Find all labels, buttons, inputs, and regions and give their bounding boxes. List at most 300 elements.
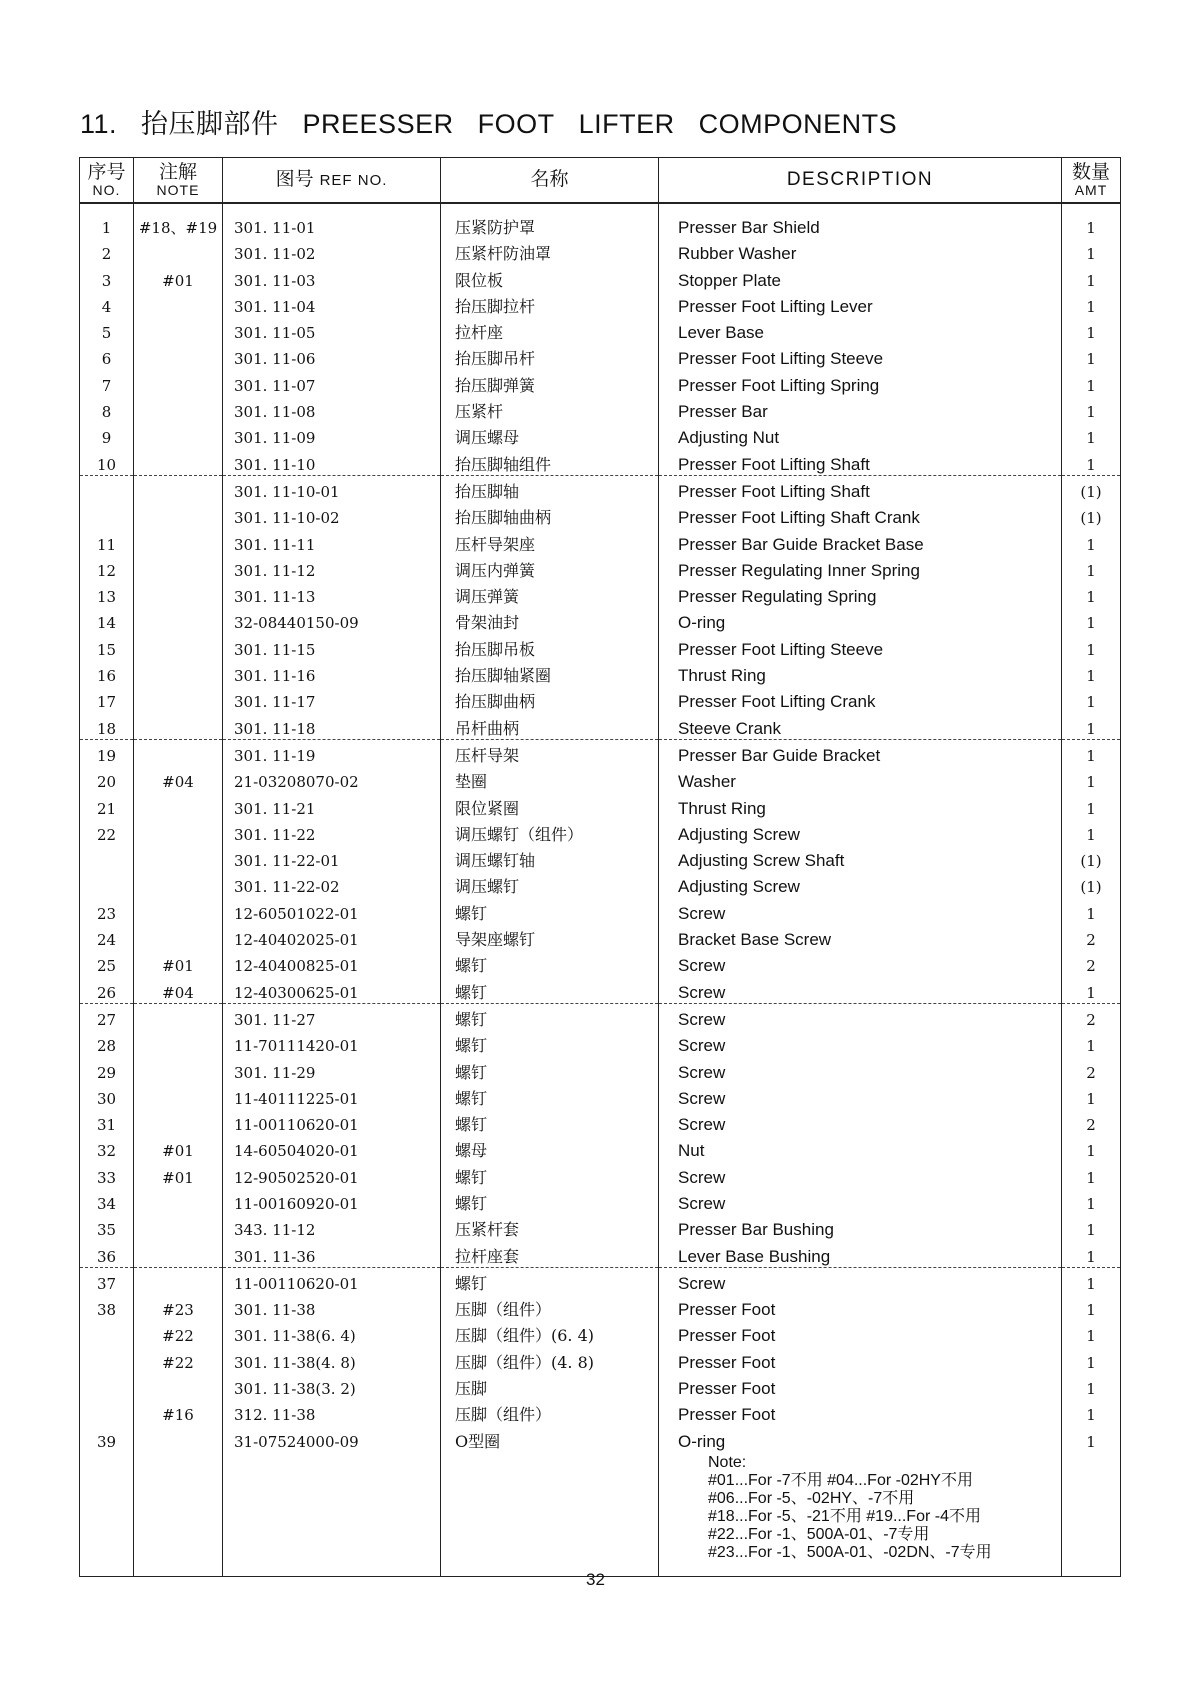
cell-no: 38 bbox=[80, 1294, 134, 1320]
cell-no: 27 bbox=[80, 1003, 134, 1030]
cell-no: 36 bbox=[80, 1240, 134, 1267]
cell-en: Screw bbox=[659, 1003, 1062, 1030]
cell-note bbox=[134, 819, 223, 845]
cell-no: 22 bbox=[80, 819, 134, 845]
cell-note bbox=[134, 792, 223, 818]
table-row bbox=[80, 712, 1121, 739]
cell-cn: 压脚 bbox=[441, 1373, 659, 1399]
cell-cn: 调压螺钉轴 bbox=[441, 845, 659, 871]
cell-note: #16 bbox=[134, 1399, 223, 1425]
cell-no: 25 bbox=[80, 950, 134, 976]
cell-ref: 301. 11-38(6. 4) bbox=[223, 1320, 441, 1346]
cell-en: Screw bbox=[659, 1267, 1062, 1294]
cell-ref: 301. 11-02 bbox=[223, 238, 441, 264]
notes-line: #22...For -1、500A-01、-7专用 bbox=[708, 1525, 930, 1543]
cell-no: 20 bbox=[80, 766, 134, 792]
table-row bbox=[80, 871, 1121, 897]
cell-note bbox=[134, 607, 223, 633]
cell-cn: 抬压脚吊杆 bbox=[441, 343, 659, 369]
cell-en: Presser Foot Lifting Shaft bbox=[659, 475, 1062, 502]
cell-ref: 301. 11-18 bbox=[223, 712, 441, 739]
cell-no: 2 bbox=[80, 238, 134, 264]
cell-ref: 301. 11-13 bbox=[223, 581, 441, 607]
empty-cell bbox=[134, 1452, 223, 1577]
cell-amt: 1 bbox=[1062, 1399, 1121, 1425]
table-row bbox=[80, 950, 1121, 976]
cell-ref: 11-00160920-01 bbox=[223, 1188, 441, 1214]
cell-amt: 1 bbox=[1062, 1161, 1121, 1187]
cell-note: #04 bbox=[134, 766, 223, 792]
cell-en: Screw bbox=[659, 976, 1062, 1003]
cell-ref: 301. 11-36 bbox=[223, 1240, 441, 1267]
cell-cn: 抬压脚曲柄 bbox=[441, 686, 659, 712]
cell-no bbox=[80, 1399, 134, 1425]
cell-en: Presser Foot bbox=[659, 1346, 1062, 1372]
cell-note bbox=[134, 1267, 223, 1294]
cell-note bbox=[134, 1003, 223, 1030]
table-row bbox=[80, 924, 1121, 950]
header-no: 序号 NO. bbox=[80, 158, 134, 204]
cell-amt: (1) bbox=[1062, 502, 1121, 528]
notes-row bbox=[80, 1452, 1121, 1577]
cell-no bbox=[80, 1346, 134, 1372]
cell-cn: 螺钉 bbox=[441, 1003, 659, 1030]
cell-en: Adjusting Screw Shaft bbox=[659, 845, 1062, 871]
cell-en: Lever Base Bushing bbox=[659, 1240, 1062, 1267]
cell-amt: 1 bbox=[1062, 1135, 1121, 1161]
header-amt: 数量 AMT bbox=[1062, 158, 1121, 204]
cell-note: #01 bbox=[134, 950, 223, 976]
cell-ref: 12-40400825-01 bbox=[223, 950, 441, 976]
cell-ref: 301. 11-21 bbox=[223, 792, 441, 818]
cell-no: 23 bbox=[80, 897, 134, 923]
title-en-word: PREESSER bbox=[302, 109, 454, 139]
cell-en: Presser Bar Guide Bracket Base bbox=[659, 528, 1062, 554]
table-row bbox=[80, 555, 1121, 581]
cell-no: 18 bbox=[80, 712, 134, 739]
cell-cn: 拉杆座 bbox=[441, 317, 659, 343]
page-title bbox=[80, 102, 921, 141]
cell-no: 28 bbox=[80, 1030, 134, 1056]
cell-note bbox=[134, 633, 223, 659]
cell-ref: 301. 11-16 bbox=[223, 660, 441, 686]
cell-ref: 301. 11-15 bbox=[223, 633, 441, 659]
cell-ref: 301. 11-29 bbox=[223, 1056, 441, 1082]
table-row bbox=[80, 1109, 1121, 1135]
cell-ref: 301. 11-38(3. 2) bbox=[223, 1373, 441, 1399]
cell-en: Steeve Crank bbox=[659, 712, 1062, 739]
page-number: 32 bbox=[586, 1570, 605, 1589]
cell-no: 30 bbox=[80, 1083, 134, 1109]
cell-cn: 压杆导架 bbox=[441, 739, 659, 766]
cell-cn: 螺钉 bbox=[441, 976, 659, 1003]
cell-en: Presser Foot Lifting Lever bbox=[659, 291, 1062, 317]
cell-amt: 1 bbox=[1062, 203, 1121, 238]
cell-no: 35 bbox=[80, 1214, 134, 1240]
header-ref-no: 图号 REF NO. bbox=[223, 158, 441, 204]
cell-amt: 1 bbox=[1062, 1425, 1121, 1451]
table-row bbox=[80, 238, 1121, 264]
cell-en: Screw bbox=[659, 950, 1062, 976]
table-row bbox=[80, 502, 1121, 528]
cell-cn: 抬压脚轴 bbox=[441, 475, 659, 502]
table-row bbox=[80, 1188, 1121, 1214]
table-row bbox=[80, 1320, 1121, 1346]
cell-ref: 301. 11-01 bbox=[223, 203, 441, 238]
cell-ref: 12-40402025-01 bbox=[223, 924, 441, 950]
cell-note bbox=[134, 317, 223, 343]
cell-no: 34 bbox=[80, 1188, 134, 1214]
cell-cn: 调压螺母 bbox=[441, 422, 659, 448]
cell-amt: 2 bbox=[1062, 950, 1121, 976]
cell-cn: 螺钉 bbox=[441, 1109, 659, 1135]
cell-cn: 螺母 bbox=[441, 1135, 659, 1161]
table-row bbox=[80, 203, 1121, 238]
cell-amt: 1 bbox=[1062, 819, 1121, 845]
cell-amt: 1 bbox=[1062, 792, 1121, 818]
cell-no: 24 bbox=[80, 924, 134, 950]
cell-ref: 301. 11-22-02 bbox=[223, 871, 441, 897]
cell-cn: 螺钉 bbox=[441, 1161, 659, 1187]
table-row bbox=[80, 1161, 1121, 1187]
cell-cn: 压脚（组件）(6. 4) bbox=[441, 1320, 659, 1346]
cell-note: #23 bbox=[134, 1294, 223, 1320]
cell-note bbox=[134, 712, 223, 739]
cell-en: Screw bbox=[659, 897, 1062, 923]
cell-ref: 21-03208070-02 bbox=[223, 766, 441, 792]
cell-cn: 压杆导架座 bbox=[441, 528, 659, 554]
cell-cn: 抬压脚拉杆 bbox=[441, 291, 659, 317]
cell-ref: 301. 11-27 bbox=[223, 1003, 441, 1030]
table-row bbox=[80, 897, 1121, 923]
cell-ref: 301. 11-03 bbox=[223, 264, 441, 290]
cell-amt: (1) bbox=[1062, 845, 1121, 871]
cell-ref: 301. 11-12 bbox=[223, 555, 441, 581]
cell-amt: 1 bbox=[1062, 317, 1121, 343]
cell-ref: 11-00110620-01 bbox=[223, 1109, 441, 1135]
cell-no: 7 bbox=[80, 369, 134, 395]
table-row bbox=[80, 1003, 1121, 1030]
table-row bbox=[80, 369, 1121, 395]
cell-note bbox=[134, 448, 223, 475]
cell-en: Presser Bar bbox=[659, 396, 1062, 422]
cell-no: 21 bbox=[80, 792, 134, 818]
cell-en: Screw bbox=[659, 1030, 1062, 1056]
cell-note bbox=[134, 238, 223, 264]
cell-no: 8 bbox=[80, 396, 134, 422]
cell-en: Presser Foot bbox=[659, 1373, 1062, 1399]
cell-cn: 压紧杆 bbox=[441, 396, 659, 422]
cell-en: Presser Foot Lifting Crank bbox=[659, 686, 1062, 712]
cell-cn: 抬压脚轴曲柄 bbox=[441, 502, 659, 528]
cell-no bbox=[80, 845, 134, 871]
cell-amt: 1 bbox=[1062, 766, 1121, 792]
cell-ref: 301. 11-08 bbox=[223, 396, 441, 422]
cell-note bbox=[134, 343, 223, 369]
cell-note bbox=[134, 1425, 223, 1451]
cell-en: Screw bbox=[659, 1083, 1062, 1109]
cell-cn: 限位紧圈 bbox=[441, 792, 659, 818]
title-cn: 抬压脚部件 bbox=[141, 109, 279, 139]
table-row bbox=[80, 264, 1121, 290]
table-row bbox=[80, 528, 1121, 554]
cell-en: Presser Bar Bushing bbox=[659, 1214, 1062, 1240]
parts-table-body bbox=[80, 203, 1121, 1576]
table-row bbox=[80, 1030, 1121, 1056]
cell-amt: 1 bbox=[1062, 1294, 1121, 1320]
cell-cn: 调压螺钉 bbox=[441, 871, 659, 897]
cell-note bbox=[134, 581, 223, 607]
cell-ref: 301. 11-19 bbox=[223, 739, 441, 766]
cell-en: Thrust Ring bbox=[659, 792, 1062, 818]
cell-amt: 1 bbox=[1062, 1083, 1121, 1109]
table-row bbox=[80, 1135, 1121, 1161]
cell-amt: 1 bbox=[1062, 1267, 1121, 1294]
cell-amt: 1 bbox=[1062, 291, 1121, 317]
cell-no: 13 bbox=[80, 581, 134, 607]
cell-en: Screw bbox=[659, 1056, 1062, 1082]
cell-amt: 2 bbox=[1062, 1056, 1121, 1082]
cell-cn: 压紧杆套 bbox=[441, 1214, 659, 1240]
empty-cell bbox=[80, 1452, 134, 1577]
cell-amt: 2 bbox=[1062, 1109, 1121, 1135]
cell-no bbox=[80, 871, 134, 897]
header-row bbox=[80, 158, 1121, 204]
cell-cn: 螺钉 bbox=[441, 1056, 659, 1082]
title-en-word: LIFTER bbox=[578, 109, 675, 139]
cell-amt: (1) bbox=[1062, 871, 1121, 897]
cell-cn: 螺钉 bbox=[441, 1083, 659, 1109]
table-row bbox=[80, 475, 1121, 502]
cell-ref: 301. 11-10-01 bbox=[223, 475, 441, 502]
cell-cn: 压紧防护罩 bbox=[441, 203, 659, 238]
cell-ref: 301. 11-10-02 bbox=[223, 502, 441, 528]
cell-amt: 1 bbox=[1062, 448, 1121, 475]
cell-amt: 1 bbox=[1062, 1188, 1121, 1214]
table-row bbox=[80, 1240, 1121, 1267]
table-row bbox=[80, 291, 1121, 317]
cell-ref: 343. 11-12 bbox=[223, 1214, 441, 1240]
cell-no: 5 bbox=[80, 317, 134, 343]
cell-en: Stopper Plate bbox=[659, 264, 1062, 290]
cell-no: 19 bbox=[80, 739, 134, 766]
cell-note bbox=[134, 291, 223, 317]
cell-amt: 2 bbox=[1062, 1003, 1121, 1030]
cell-note bbox=[134, 924, 223, 950]
cell-ref: 301. 11-22-01 bbox=[223, 845, 441, 871]
cell-amt: 2 bbox=[1062, 924, 1121, 950]
cell-ref: 301. 11-04 bbox=[223, 291, 441, 317]
cell-no: 6 bbox=[80, 343, 134, 369]
table-row bbox=[80, 581, 1121, 607]
table-row bbox=[80, 422, 1121, 448]
cell-no: 10 bbox=[80, 448, 134, 475]
cell-en: Presser Foot Lifting Shaft bbox=[659, 448, 1062, 475]
table-row bbox=[80, 1399, 1121, 1425]
cell-no: 3 bbox=[80, 264, 134, 290]
cell-amt: 1 bbox=[1062, 1373, 1121, 1399]
cell-amt: 1 bbox=[1062, 581, 1121, 607]
cell-note bbox=[134, 1109, 223, 1135]
cell-note: #04 bbox=[134, 976, 223, 1003]
cell-amt: (1) bbox=[1062, 475, 1121, 502]
cell-ref: 301. 11-10 bbox=[223, 448, 441, 475]
cell-no: 15 bbox=[80, 633, 134, 659]
cell-ref: 301. 11-05 bbox=[223, 317, 441, 343]
cell-no bbox=[80, 502, 134, 528]
cell-no: 16 bbox=[80, 660, 134, 686]
cell-cn: 导架座螺钉 bbox=[441, 924, 659, 950]
cell-note bbox=[134, 897, 223, 923]
table-row bbox=[80, 396, 1121, 422]
cell-ref: 301. 11-11 bbox=[223, 528, 441, 554]
section-number: 11. bbox=[80, 109, 118, 139]
cell-cn: 调压内弹簧 bbox=[441, 555, 659, 581]
empty-cell bbox=[1062, 1452, 1121, 1577]
cell-amt: 1 bbox=[1062, 633, 1121, 659]
table-row bbox=[80, 1267, 1121, 1294]
cell-note bbox=[134, 739, 223, 766]
cell-en: Nut bbox=[659, 1135, 1062, 1161]
cell-note bbox=[134, 1188, 223, 1214]
table-row bbox=[80, 1425, 1121, 1451]
notes-heading: Note: bbox=[708, 1453, 747, 1471]
cell-note: #01 bbox=[134, 1135, 223, 1161]
cell-note bbox=[134, 845, 223, 871]
cell-no: 17 bbox=[80, 686, 134, 712]
title-en-word: COMPONENTS bbox=[698, 109, 898, 139]
cell-cn: 限位板 bbox=[441, 264, 659, 290]
cell-no: 12 bbox=[80, 555, 134, 581]
cell-en: Thrust Ring bbox=[659, 660, 1062, 686]
cell-cn: 螺钉 bbox=[441, 897, 659, 923]
cell-ref: 301. 11-22 bbox=[223, 819, 441, 845]
cell-ref: 11-70111420-01 bbox=[223, 1030, 441, 1056]
cell-note bbox=[134, 475, 223, 502]
cell-no: 1 bbox=[80, 203, 134, 238]
cell-amt: 1 bbox=[1062, 1346, 1121, 1372]
table-row bbox=[80, 633, 1121, 659]
cell-ref: 14-60504020-01 bbox=[223, 1135, 441, 1161]
cell-cn: 螺钉 bbox=[441, 1188, 659, 1214]
cell-en: Presser Foot Lifting Steeve bbox=[659, 343, 1062, 369]
cell-cn: 压紧杆防油罩 bbox=[441, 238, 659, 264]
cell-amt: 1 bbox=[1062, 1030, 1121, 1056]
cell-cn: 拉杆座套 bbox=[441, 1240, 659, 1267]
cell-amt: 1 bbox=[1062, 1240, 1121, 1267]
cell-amt: 1 bbox=[1062, 686, 1121, 712]
cell-en: Adjusting Nut bbox=[659, 422, 1062, 448]
cell-en: Presser Foot Lifting Steeve bbox=[659, 633, 1062, 659]
cell-note bbox=[134, 422, 223, 448]
cell-ref: 12-90502520-01 bbox=[223, 1161, 441, 1187]
cell-ref: 301. 11-09 bbox=[223, 422, 441, 448]
table-row bbox=[80, 1083, 1121, 1109]
cell-en: Washer bbox=[659, 766, 1062, 792]
cell-no: 33 bbox=[80, 1161, 134, 1187]
cell-amt: 1 bbox=[1062, 422, 1121, 448]
table-row bbox=[80, 739, 1121, 766]
cell-note bbox=[134, 528, 223, 554]
cell-no: 32 bbox=[80, 1135, 134, 1161]
cell-note bbox=[134, 502, 223, 528]
cell-note bbox=[134, 1373, 223, 1399]
cell-en: Lever Base bbox=[659, 317, 1062, 343]
cell-note: #18、#19 bbox=[134, 203, 223, 238]
cell-en: Presser Foot Lifting Shaft Crank bbox=[659, 502, 1062, 528]
cell-ref: 11-40111225-01 bbox=[223, 1083, 441, 1109]
cell-no: 9 bbox=[80, 422, 134, 448]
table-row bbox=[80, 1294, 1121, 1320]
cell-cn: 垫圈 bbox=[441, 766, 659, 792]
cell-note bbox=[134, 1240, 223, 1267]
cell-en: Adjusting Screw bbox=[659, 819, 1062, 845]
cell-no: 29 bbox=[80, 1056, 134, 1082]
cell-amt: 1 bbox=[1062, 238, 1121, 264]
cell-amt: 1 bbox=[1062, 976, 1121, 1003]
cell-amt: 1 bbox=[1062, 1320, 1121, 1346]
notes-line: #06...For -5、-02HY、-7不用 bbox=[708, 1489, 915, 1507]
cell-cn: 压脚（组件）(4. 8) bbox=[441, 1346, 659, 1372]
cell-en: Presser Foot bbox=[659, 1320, 1062, 1346]
cell-cn: 压脚（组件） bbox=[441, 1399, 659, 1425]
cell-ref: 301. 11-38(4. 8) bbox=[223, 1346, 441, 1372]
cell-no: 14 bbox=[80, 607, 134, 633]
header-description: DESCRIPTION bbox=[659, 158, 1062, 204]
cell-cn: O型圈 bbox=[441, 1425, 659, 1451]
cell-ref: 32-08440150-09 bbox=[223, 607, 441, 633]
cell-note bbox=[134, 1083, 223, 1109]
notes-line: #01...For -7不用 #04...For -02HY不用 bbox=[708, 1471, 973, 1489]
cell-en: Adjusting Screw bbox=[659, 871, 1062, 897]
cell-ref: 11-00110620-01 bbox=[223, 1267, 441, 1294]
cell-cn: 调压螺钉（组件） bbox=[441, 819, 659, 845]
cell-en: Presser Bar Guide Bracket bbox=[659, 739, 1062, 766]
cell-no bbox=[80, 475, 134, 502]
cell-amt: 1 bbox=[1062, 660, 1121, 686]
table-row bbox=[80, 845, 1121, 871]
cell-cn: 螺钉 bbox=[441, 1267, 659, 1294]
cell-en: O-ring bbox=[659, 1425, 1062, 1451]
cell-amt: 1 bbox=[1062, 396, 1121, 422]
cell-note bbox=[134, 871, 223, 897]
cell-note bbox=[134, 1030, 223, 1056]
cell-no: 39 bbox=[80, 1425, 134, 1451]
cell-note bbox=[134, 555, 223, 581]
header-note: 注解 NOTE bbox=[134, 158, 223, 204]
cell-en: Screw bbox=[659, 1161, 1062, 1187]
cell-en: Presser Foot Lifting Spring bbox=[659, 369, 1062, 395]
cell-en: Rubber Washer bbox=[659, 238, 1062, 264]
cell-ref: 301. 11-06 bbox=[223, 343, 441, 369]
cell-amt: 1 bbox=[1062, 555, 1121, 581]
cell-note bbox=[134, 369, 223, 395]
table-row bbox=[80, 317, 1121, 343]
cell-cn: 螺钉 bbox=[441, 1030, 659, 1056]
cell-en: Presser Regulating Spring bbox=[659, 581, 1062, 607]
table-row bbox=[80, 1346, 1121, 1372]
table-row bbox=[80, 1373, 1121, 1399]
cell-en: Screw bbox=[659, 1188, 1062, 1214]
cell-amt: 1 bbox=[1062, 1214, 1121, 1240]
cell-cn: 吊杆曲柄 bbox=[441, 712, 659, 739]
cell-amt: 1 bbox=[1062, 369, 1121, 395]
cell-no bbox=[80, 1320, 134, 1346]
empty-cell bbox=[223, 1452, 441, 1577]
header-name: 名称 bbox=[441, 158, 659, 204]
table-row bbox=[80, 976, 1121, 1003]
table-row bbox=[80, 607, 1121, 633]
